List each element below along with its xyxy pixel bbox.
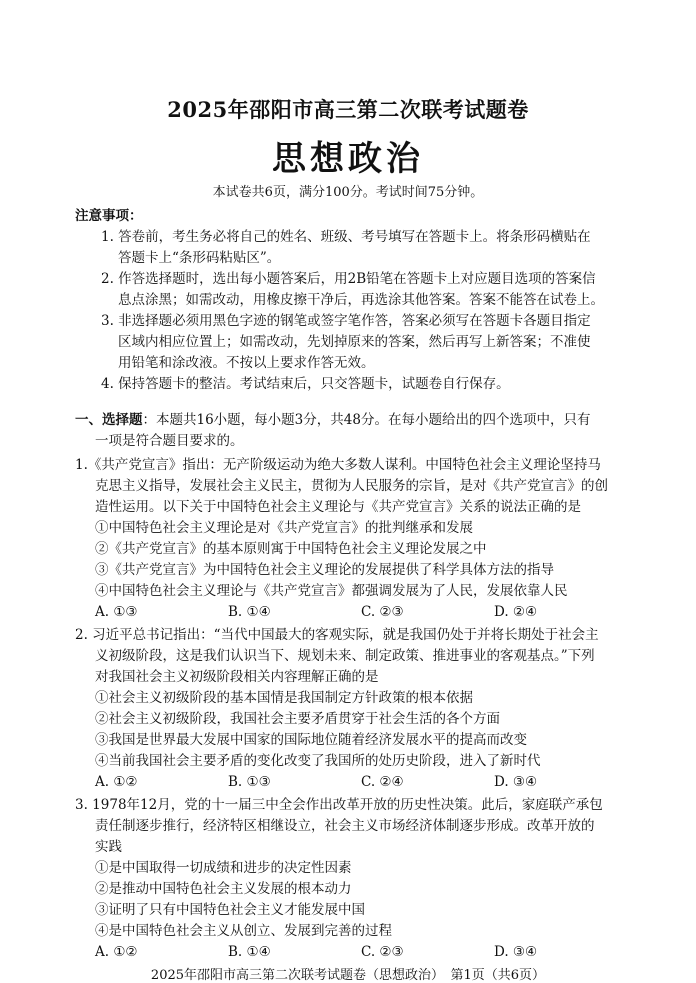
option-a: A. ①② <box>95 774 138 790</box>
section-label: 一、选择题 <box>75 412 143 428</box>
notice-item: 息点涂黑；如需改动，用橡皮擦干净后，再选涂其他答案。答案不能答在试卷上。 <box>118 292 604 308</box>
exam-info: 本试卷共6页，满分100分。考试时间75分钟。 <box>212 185 484 200</box>
notice-item: 区域内相应位置上；如需改动，先划掉原来的答案，然后再写上新答案；不准使 <box>118 334 591 350</box>
notice-heading: 注意事项： <box>75 208 143 224</box>
question-stem: 3. 1978年12月，党的十一届三中全会作出改革开放的历史性决策。此后，家庭联产承包 <box>75 797 603 813</box>
option-d: D. ②④ <box>494 604 538 620</box>
section-desc: ：本题共16小题，每小题3分，共48分。在每小题给出的四个选项中，只有 <box>142 412 591 428</box>
page-footer: 2025年邵阳市高三第二次联考试题卷（思想政治） 第1页（共6页） <box>150 968 546 983</box>
statement: ②社会主义初级阶段，我国社会主要矛盾贯穿于社会生活的各个方面 <box>95 711 500 727</box>
statement: ①是中国取得一切成绩和进步的决定性因素 <box>95 860 352 876</box>
notice-item: 1. 答卷前，考生务必将自己的姓名、班级、考号填写在答题卡上。将条形码横贴在 <box>101 229 591 245</box>
question-stem: 责任制逐步推行，经济特区相继设立，社会主义市场经济体制逐步形成。改革开放的 <box>95 818 595 834</box>
option-b: B. ①④ <box>228 944 271 960</box>
subject-title: 思想政治 <box>272 139 424 179</box>
question-stem: 造性运用。以下关于中国特色社会主义理论与《共产党宣言》关系的说法正确的是 <box>95 499 581 515</box>
option-a: A. ①③ <box>95 604 138 620</box>
question-stem: 2. 习近平总书记指出：“当代中国最大的客观实际，就是我国仍处于并将长期处于社会主 <box>75 627 599 643</box>
option-b: B. ①④ <box>228 604 271 620</box>
exam-title: 2025年邵阳市高三第二次联考试题卷 <box>167 97 529 122</box>
statement: ①中国特色社会主义理论是对《共产党宣言》的批判继承和发展 <box>95 520 473 536</box>
section-desc-cont: 一项是符合题目要求的。 <box>95 433 244 449</box>
statement: ①社会主义初级阶段的基本国情是我国制定方针政策的根本依据 <box>95 690 473 706</box>
statement: ②是推动中国特色社会主义发展的根本动力 <box>95 881 352 897</box>
option-d: D. ③④ <box>494 944 538 960</box>
option-d: D. ③④ <box>494 774 538 790</box>
notice-item: 3. 非选择题必须用黑色字迹的钢笔或签字笔作答，答案必须写在答题卡各题目指定 <box>101 313 591 329</box>
statement: ④中国特色社会主义理论与《共产党宣言》都强调发展为了人民，发展依靠人民 <box>95 583 568 599</box>
statement: ④是中国特色社会主义从创立、发展到完善的过程 <box>95 923 392 939</box>
section-heading <box>75 411 590 429</box>
statement: ③《共产党宣言》为中国特色社会主义理论的发展提供了科学具体方法的指导 <box>95 562 554 578</box>
option-c: C. ②③ <box>361 944 404 960</box>
question-stem: 实践 <box>95 839 122 855</box>
option-b: B. ①③ <box>228 774 271 790</box>
notice-item: 4. 保持答题卡的整洁。考试结束后，只交答题卡，试题卷自行保存。 <box>101 376 510 392</box>
statement: ②《共产党宣言》的基本原则寓于中国特色社会主义理论发展之中 <box>95 541 487 557</box>
option-c: C. ②④ <box>361 774 404 790</box>
option-c: C. ②③ <box>361 604 404 620</box>
question-stem: 对我国社会主义初级阶段相关内容理解正确的是 <box>95 669 379 685</box>
option-a: A. ①② <box>95 944 138 960</box>
notice-item: 用铅笔和涂改液。不按以上要求作答无效。 <box>118 355 375 371</box>
statement: ③我国是世界最大发展中国家的国际地位随着经济发展水平的提高而改变 <box>95 732 527 748</box>
notice-item: 2. 作答选择题时，选出每小题答案后，用2B铅笔在答题卡上对应题目选项的答案信 <box>101 271 596 287</box>
question-stem: 1.《共产党宣言》指出：无产阶级运动为绝大多数人谋利。中国特色社会主义理论坚持马 <box>75 457 601 473</box>
notice-item: 答题卡上“条形码粘贴区”。 <box>118 250 281 266</box>
question-stem: 义初级阶段，这是我们认识当下、规划未来、制定政策、推进事业的客观基点。”下列 <box>95 648 595 664</box>
statement: ④当前我国社会主要矛盾的变化改变了我国所的处历史阶段，进入了新时代 <box>95 753 541 769</box>
question-stem: 克思主义指导，发展社会主义民主，贯彻为人民服务的宗旨，是对《共产党宣言》的创 <box>95 478 608 494</box>
statement: ③证明了只有中国特色社会主义才能发展中国 <box>95 902 365 918</box>
